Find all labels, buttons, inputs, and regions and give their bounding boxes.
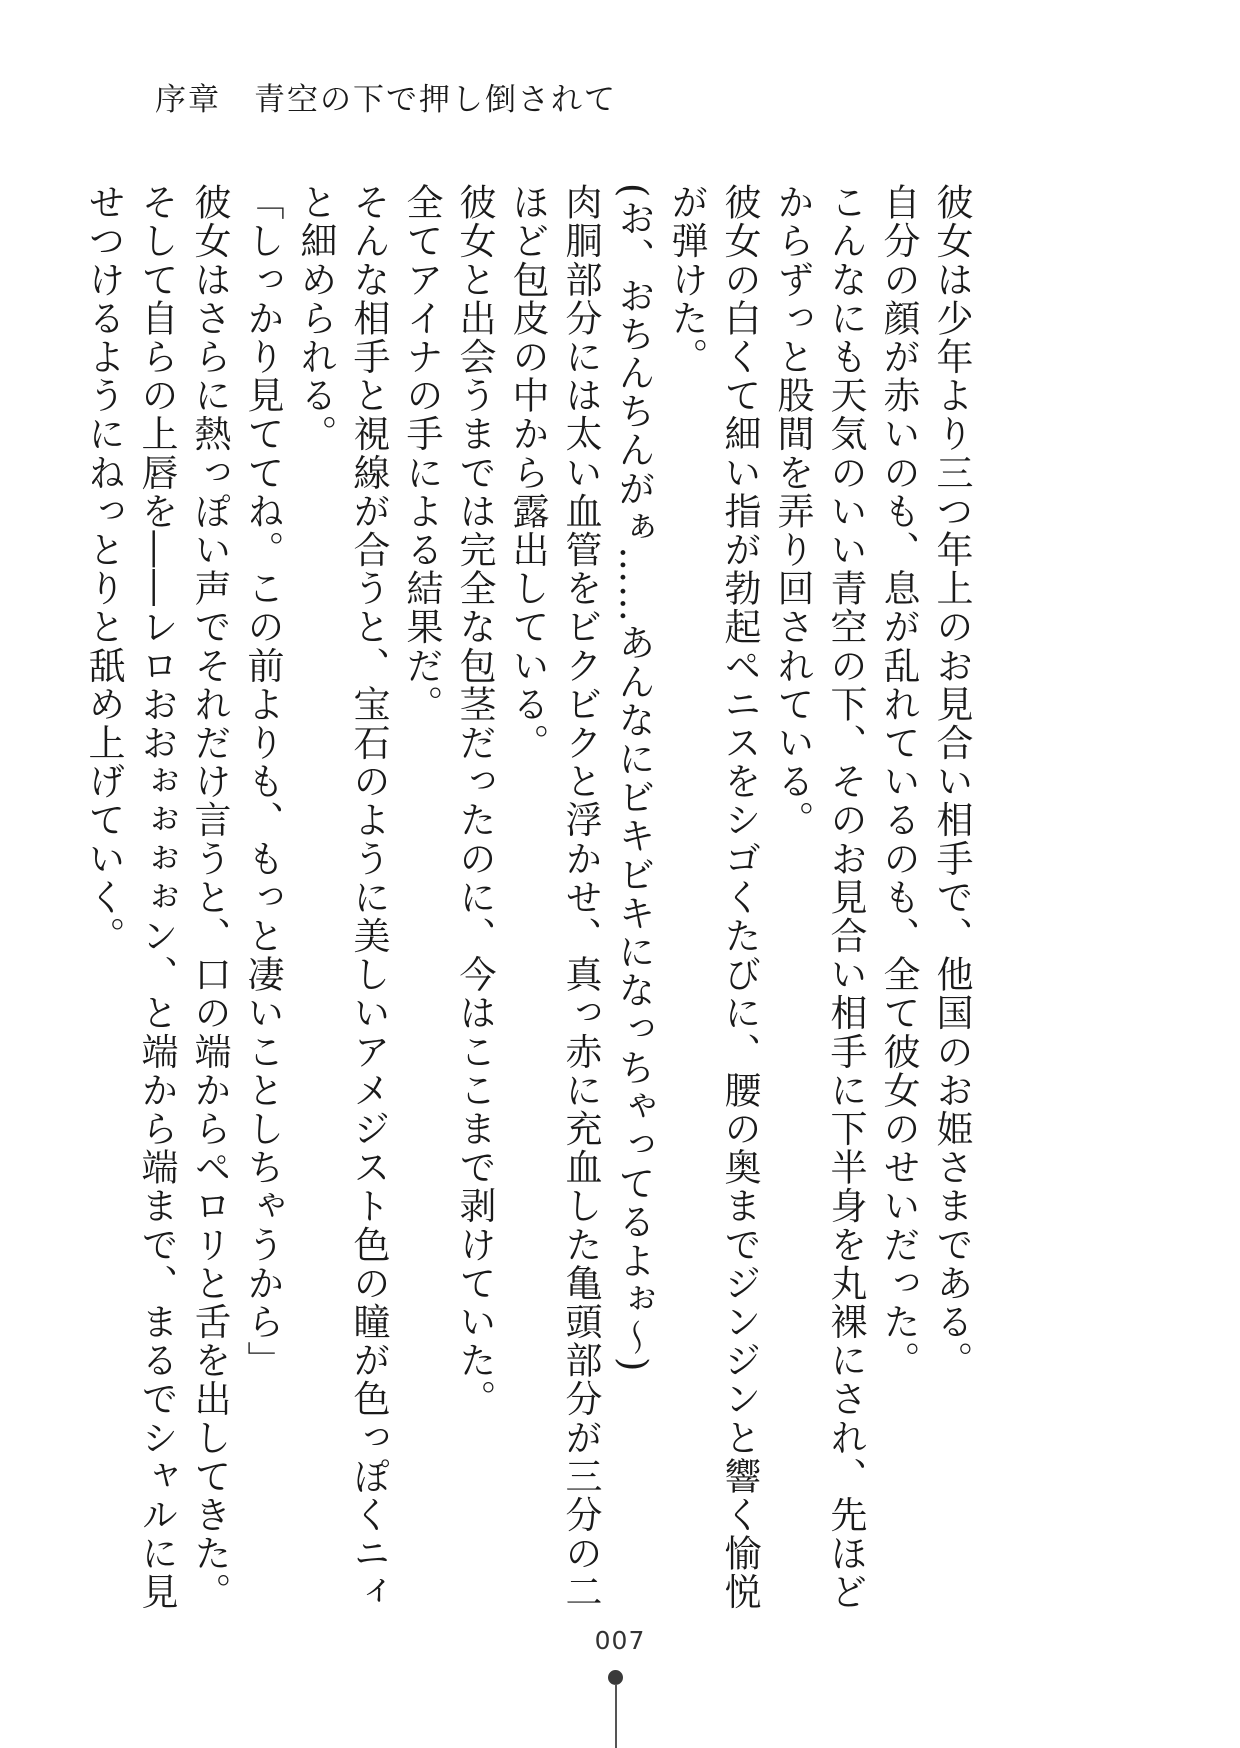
paragraph: 肉胴部分には太い血管をビクビクと浮かせ、真っ赤に充血した亀頭部分が三分の二ほど包皮の中から露出している。 xyxy=(506,183,602,1612)
paragraph: 彼女はさらに熱っぽい声でそれだけ言うと、口の端からペロリと舌を出してきた。 xyxy=(188,183,231,1612)
paragraph: 自分の顔が赤いのも、息が乱れているのも、全て彼女のせいだった。 xyxy=(877,183,920,1380)
paragraph: そして自らの上唇を――レロおおぉぉぉぉン、と端から端まで、まるでシャルに見せつけるようにねっとりと舐め上げていく。 xyxy=(82,183,178,1612)
paragraph: 「しっかり見ててね。この前よりも、もっと凄いことしちゃうから」 xyxy=(241,183,284,1380)
body-text-column xyxy=(77,183,978,1623)
paragraph: 彼女の白くて細い指が勃起ペニスをシゴくたびに、腰の奥までジンジンと響く愉悦が弾けた。 xyxy=(665,183,761,1612)
paragraph: 彼女と出会うまでは完全な包茎だったのに、今はここまで剥けていた。 xyxy=(453,183,496,1419)
chapter-running-head: 序章 青空の下で押し倒されて xyxy=(155,82,617,118)
paragraph: (お、おちんちんがぁ……あんなにビキビキになっちゃってるよぉ～) xyxy=(612,183,655,1374)
folio-rule xyxy=(615,1684,617,1748)
folio-dot-icon xyxy=(608,1670,623,1685)
paragraph: 全てアイナの手による結果だ。 xyxy=(400,183,443,724)
page-number: 007 xyxy=(594,1626,646,1655)
paragraph: そんな相手と視線が合うと、宝石のように美しいアメジスト色の瞳が色っぽくニィと細められる。 xyxy=(294,183,390,1612)
paragraph: こんなにも天気のいい青空の下、そのお見合い相手に下半身を丸裸にされ、先ほどからずっと股間を弄り回されている。 xyxy=(771,183,867,1612)
paragraph: 彼女は少年より三つ年上のお見合い相手で、他国のお姫さまである。 xyxy=(930,183,973,1380)
